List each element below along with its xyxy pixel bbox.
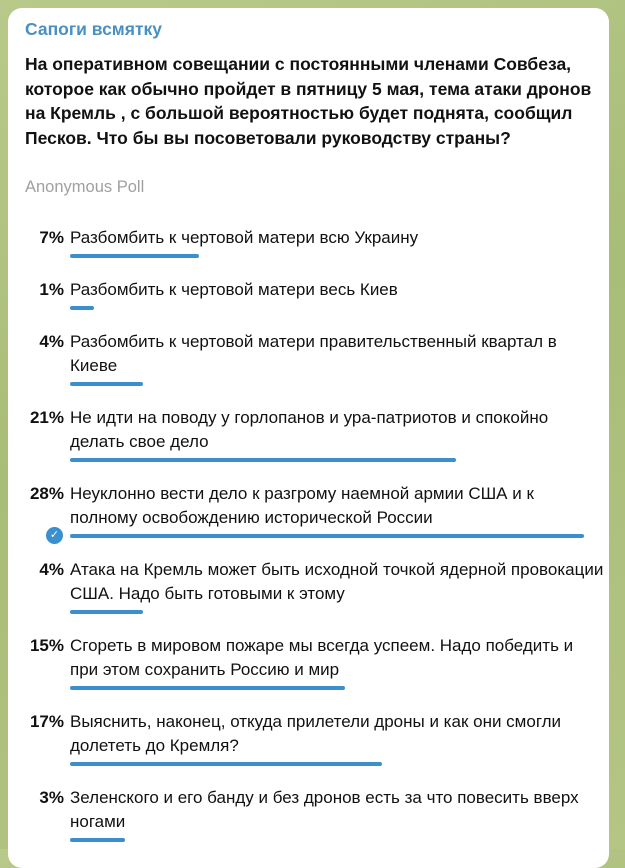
poll-option-text: Зеленского и его банду и без дронов есть за что повесить вверх ногами [70,788,579,831]
poll-option-result-bar [70,762,382,766]
poll-option-result-bar [70,254,199,258]
poll-option-percent: 15% [29,636,64,655]
poll-option-text: Разбомбить к чертовой матери всю Украину [70,228,419,247]
poll-option-result-bar [70,382,143,386]
poll-option-percent: 28% [29,484,64,503]
poll-option-text: Разбомбить к чертовой матери весь Киев [70,280,398,299]
poll-option-text: Неуклонно вести дело к разгрому наемной армии США и к полному освобождению исторической России [70,484,534,527]
channel-name[interactable]: Сапоги всмятку [25,19,163,39]
poll-option-result-bar [70,610,143,614]
poll-option-percent: 4% [39,332,64,351]
poll-option-percent: 7% [39,228,64,247]
poll-option-percent: 17% [29,712,64,731]
poll-option-text: Разбомбить к чертовой матери правительственный квартал в Киеве [70,332,557,375]
poll-type-label: Anonymous Poll [25,178,145,196]
poll-option-percent: 3% [39,788,64,807]
poll-option-text: Сгореть в мировом пожаре мы всегда успеем. Надо победить и при этом сохранить Россию и мир [70,636,574,679]
poll-option-percent: 1% [39,280,64,299]
poll-option-result-bar [70,838,125,842]
poll-option-percent: 4% [39,560,64,579]
selected-check-icon: ✓ [46,527,63,544]
poll-question: На оперативном совещании с постоянными членами Совбеза, которое как обычно пройдет в пятницу 5 мая, тема атаки дронов на Кремль , с большой вероятностью будет поднята, сообщил Песков. Что бы вы посоветовали руководству страны? [25,54,592,148]
poll-option-text: Атака на Кремль может быть исходной точкой ядерной провокации США. Надо быть готовыми к этому [70,560,604,603]
poll-option-text: Не идти на поводу у горлопанов и ура-патриотов и спокойно делать свое дело [70,408,549,451]
poll-option-result-bar [70,534,584,538]
poll-option-result-bar [70,686,345,690]
poll-option-percent: 21% [29,408,64,427]
poll-option-text: Выяснить, наконец, откуда прилетели дроны и как они смогли долететь до Кремля? [70,712,562,755]
message-bubble [8,8,609,868]
poll-option-result-bar [70,458,456,462]
poll-option-result-bar [70,306,94,310]
